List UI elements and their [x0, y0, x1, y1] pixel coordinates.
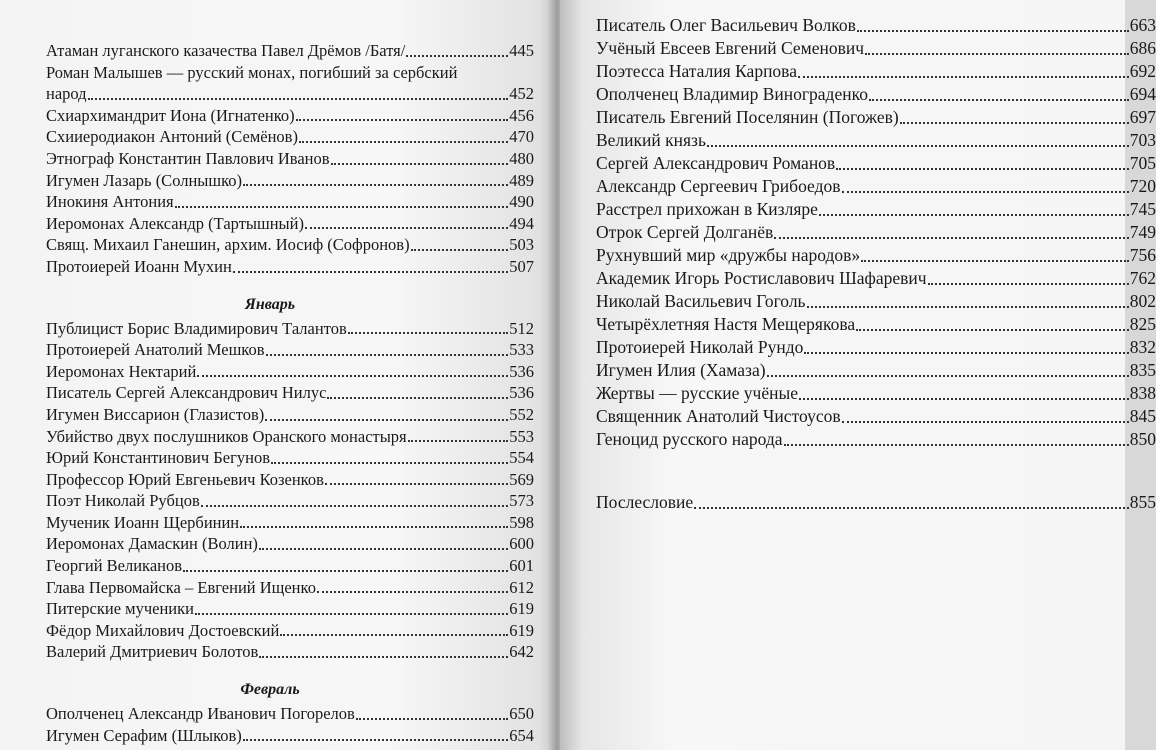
entry-page: 749 — [1129, 222, 1156, 242]
entry-page: 573 — [509, 491, 534, 511]
entry-title: Протоиерей Иоанн Мухин — [46, 256, 232, 276]
toc-entry — [46, 382, 534, 404]
entry-title: Глава Первомайска – Евгений Ищенко — [46, 577, 316, 597]
toc-entry — [46, 426, 534, 448]
right-page — [560, 0, 1156, 750]
left-toc — [46, 40, 534, 746]
entry-title: Протоиерей Анатолий Мешков — [46, 340, 265, 360]
section-heading-january: Январь — [244, 295, 296, 313]
entry-title: Публицист Борис Владимирович Талантов — [46, 318, 347, 338]
toc-entry — [596, 382, 1156, 405]
toc-entry — [46, 641, 534, 663]
right-toc — [596, 14, 1156, 514]
entry-page: 686 — [1129, 38, 1156, 58]
toc-entry — [46, 105, 534, 127]
toc-entry — [596, 198, 1156, 221]
entry-title: Убийство двух послушников Оранского монастыря — [46, 426, 407, 446]
toc-entry — [46, 170, 534, 192]
entry-title: Учёный Евсеев Евгений Семенович — [596, 38, 865, 58]
entry-page: 612 — [509, 577, 534, 597]
entry-title: Александр Сергеевич Грибоедов — [596, 176, 841, 196]
entry-title: Игумен Лазарь (Солнышко) — [46, 170, 243, 190]
toc-entry — [46, 703, 534, 725]
entry-title: Юрий Константинович Бегунов — [46, 448, 270, 468]
section-heading-february: Февраль — [240, 681, 300, 699]
toc-entry — [46, 339, 534, 361]
entry-title: Атаман луганского казачества Павел Дрёмов /Батя/ — [46, 41, 406, 60]
toc-entry — [596, 428, 1156, 451]
entry-page: 456 — [509, 105, 534, 125]
entry-page: 835 — [1129, 360, 1156, 380]
entry-title: Иеромонах Нектарий — [46, 361, 197, 381]
entry-title: Питерские мученики — [46, 599, 194, 619]
entry-page: 720 — [1129, 176, 1156, 196]
entry-title: Инокиня Антония — [46, 192, 174, 212]
entry-title: Писатель Олег Васильевич Волков — [596, 15, 856, 35]
entry-page: 503 — [509, 235, 534, 255]
entry-title: Этнограф Константин Павлович Иванов — [46, 148, 330, 168]
entry-page: 703 — [1129, 130, 1156, 150]
toc-entry — [46, 40, 534, 62]
entry-title: Четырёхлетняя Настя Мещерякова — [596, 314, 856, 334]
entry-page: 490 — [509, 192, 534, 212]
entry-title: Геноцид русского народа — [596, 429, 783, 449]
entry-page: 598 — [509, 512, 534, 532]
toc-entry — [46, 598, 534, 620]
entry-title: Сергей Александрович Романов — [596, 153, 836, 173]
entry-page: 552 — [509, 404, 534, 424]
toc-entry — [596, 60, 1156, 83]
toc-entry — [596, 290, 1156, 313]
entry-page: 553 — [509, 426, 534, 446]
toc-entry — [596, 244, 1156, 267]
entry-page: 445 — [509, 41, 534, 60]
toc-entry — [46, 361, 534, 383]
entry-page: 507 — [509, 256, 534, 276]
toc-entry — [596, 359, 1156, 382]
entry-title: Ополченец Александр Иванович Погорелов — [46, 704, 355, 724]
entry-title: Протоиерей Николай Рундо — [596, 337, 804, 357]
entry-page: 762 — [1129, 268, 1156, 288]
entry-page: 600 — [509, 534, 534, 554]
entry-title: Валерий Дмитриевич Болотов — [46, 642, 259, 662]
entry-title: Фёдор Михайлович Достоевский — [46, 620, 280, 640]
entry-title: Отрок Сергей Долганёв — [596, 222, 774, 242]
toc-entry — [596, 405, 1156, 428]
entry-page: 452 — [509, 84, 534, 104]
toc-entry — [46, 404, 534, 426]
entry-page: 536 — [509, 383, 534, 403]
entry-title: Великий князь — [596, 130, 706, 150]
entry-page: 705 — [1129, 153, 1156, 173]
entry-title: Игумен Серафим (Шлыков) — [46, 725, 242, 745]
entry-title: Георгий Великанов — [46, 556, 183, 576]
entry-page: 855 — [1129, 492, 1156, 512]
toc-entry — [46, 191, 534, 213]
toc-entry — [596, 106, 1156, 129]
toc-entry-afterword — [596, 491, 1156, 514]
toc-entry — [46, 512, 534, 534]
entry-page: 832 — [1129, 337, 1156, 357]
entry-page: 694 — [1129, 84, 1156, 104]
entry-title: Мученик Иоанн Щербинин — [46, 512, 240, 532]
entry-page: 494 — [509, 213, 534, 233]
entry-page: 850 — [1129, 429, 1156, 449]
entry-page: 554 — [509, 448, 534, 468]
entry-title: Свящ. Михаил Ганешин, архим. Иосиф (Софронов) — [46, 235, 410, 255]
entry-title: Схииеродиакон Антоний (Семёнов) — [46, 127, 298, 147]
toc-entry — [46, 620, 534, 642]
entry-page: 533 — [509, 340, 534, 360]
toc-entry — [46, 213, 534, 235]
entry-page: 512 — [509, 318, 534, 338]
left-page — [0, 0, 555, 750]
toc-entry — [596, 152, 1156, 175]
toc-entry — [596, 267, 1156, 290]
entry-title: Поэт Николай Рубцов — [46, 491, 200, 511]
entry-title-line1: Роман Малышев — русский монах, погибший за сербский — [46, 62, 458, 82]
toc-entry — [596, 129, 1156, 152]
toc-entry — [46, 555, 534, 577]
toc-entry — [46, 234, 534, 256]
entry-page: 489 — [509, 170, 534, 190]
entry-page: 619 — [509, 620, 534, 640]
toc-entry — [596, 83, 1156, 106]
toc-entry — [46, 83, 534, 105]
toc-entry — [46, 725, 534, 747]
entry-page: 838 — [1129, 383, 1156, 403]
toc-entry — [46, 469, 534, 491]
entry-title: Академик Игорь Ростиславович Шафаревич — [596, 268, 927, 288]
entry-title: Николай Васильевич Гоголь — [596, 291, 806, 311]
entry-page: 663 — [1129, 15, 1156, 35]
toc-entry — [596, 336, 1156, 359]
entry-page: 650 — [509, 704, 534, 724]
entry-title: Иеромонах Дамаскин (Волин) — [46, 534, 258, 554]
entry-page: 642 — [509, 642, 534, 662]
entry-title: Священник Анатолий Чистоусов — [596, 406, 841, 426]
toc-entry — [46, 256, 534, 278]
entry-page: 480 — [509, 148, 534, 168]
toc-entry — [46, 533, 534, 555]
entry-page: 619 — [509, 599, 534, 619]
entry-page: 470 — [509, 127, 534, 147]
entry-page: 756 — [1129, 245, 1156, 265]
entry-page: 601 — [509, 556, 534, 576]
entry-page: 697 — [1129, 107, 1156, 127]
entry-title: Писатель Евгений Поселянин (Погожев) — [596, 107, 899, 127]
toc-entry — [46, 447, 534, 469]
entry-title: Послесловие — [596, 492, 694, 512]
toc-entry — [46, 148, 534, 170]
toc-entry — [596, 313, 1156, 336]
entry-title: Игумен Илия (Хамаза) — [596, 360, 766, 380]
toc-entry — [46, 318, 534, 340]
entry-page: 654 — [509, 725, 534, 745]
toc-entry — [596, 221, 1156, 244]
toc-entry — [46, 126, 534, 148]
entry-title: Иеромонах Александр (Тартышный) — [46, 213, 304, 233]
entry-page: 745 — [1129, 199, 1156, 219]
entry-title: Схиархимандрит Иона (Игнатенко) — [46, 105, 295, 125]
entry-page: 825 — [1129, 314, 1156, 334]
entry-title: Ополченец Владимир Винограденко — [596, 84, 868, 104]
entry-title: Писатель Сергей Александрович Нилус — [46, 383, 327, 403]
entry-page: 845 — [1129, 406, 1156, 426]
entry-title: народ — [46, 84, 87, 104]
entry-title: Профессор Юрий Евгеньевич Козенков — [46, 469, 324, 489]
toc-entry — [46, 577, 534, 599]
toc-entry — [46, 490, 534, 512]
entry-title: Рухнувший мир «дружбы народов» — [596, 245, 861, 265]
entry-title: Расстрел прихожан в Кизляре — [596, 199, 818, 219]
entry-page: 536 — [509, 361, 534, 381]
entry-page: 569 — [509, 469, 534, 489]
entry-title: Жертвы — русские учёные — [596, 383, 799, 403]
entry-page: 802 — [1129, 291, 1156, 311]
entry-title: Игумен Виссарион (Глазистов) — [46, 404, 265, 424]
toc-entry — [596, 37, 1156, 60]
toc-entry — [596, 14, 1156, 37]
entry-title: Поэтесса Наталия Карпова — [596, 61, 797, 81]
toc-entry — [596, 175, 1156, 198]
entry-page: 692 — [1129, 61, 1156, 81]
